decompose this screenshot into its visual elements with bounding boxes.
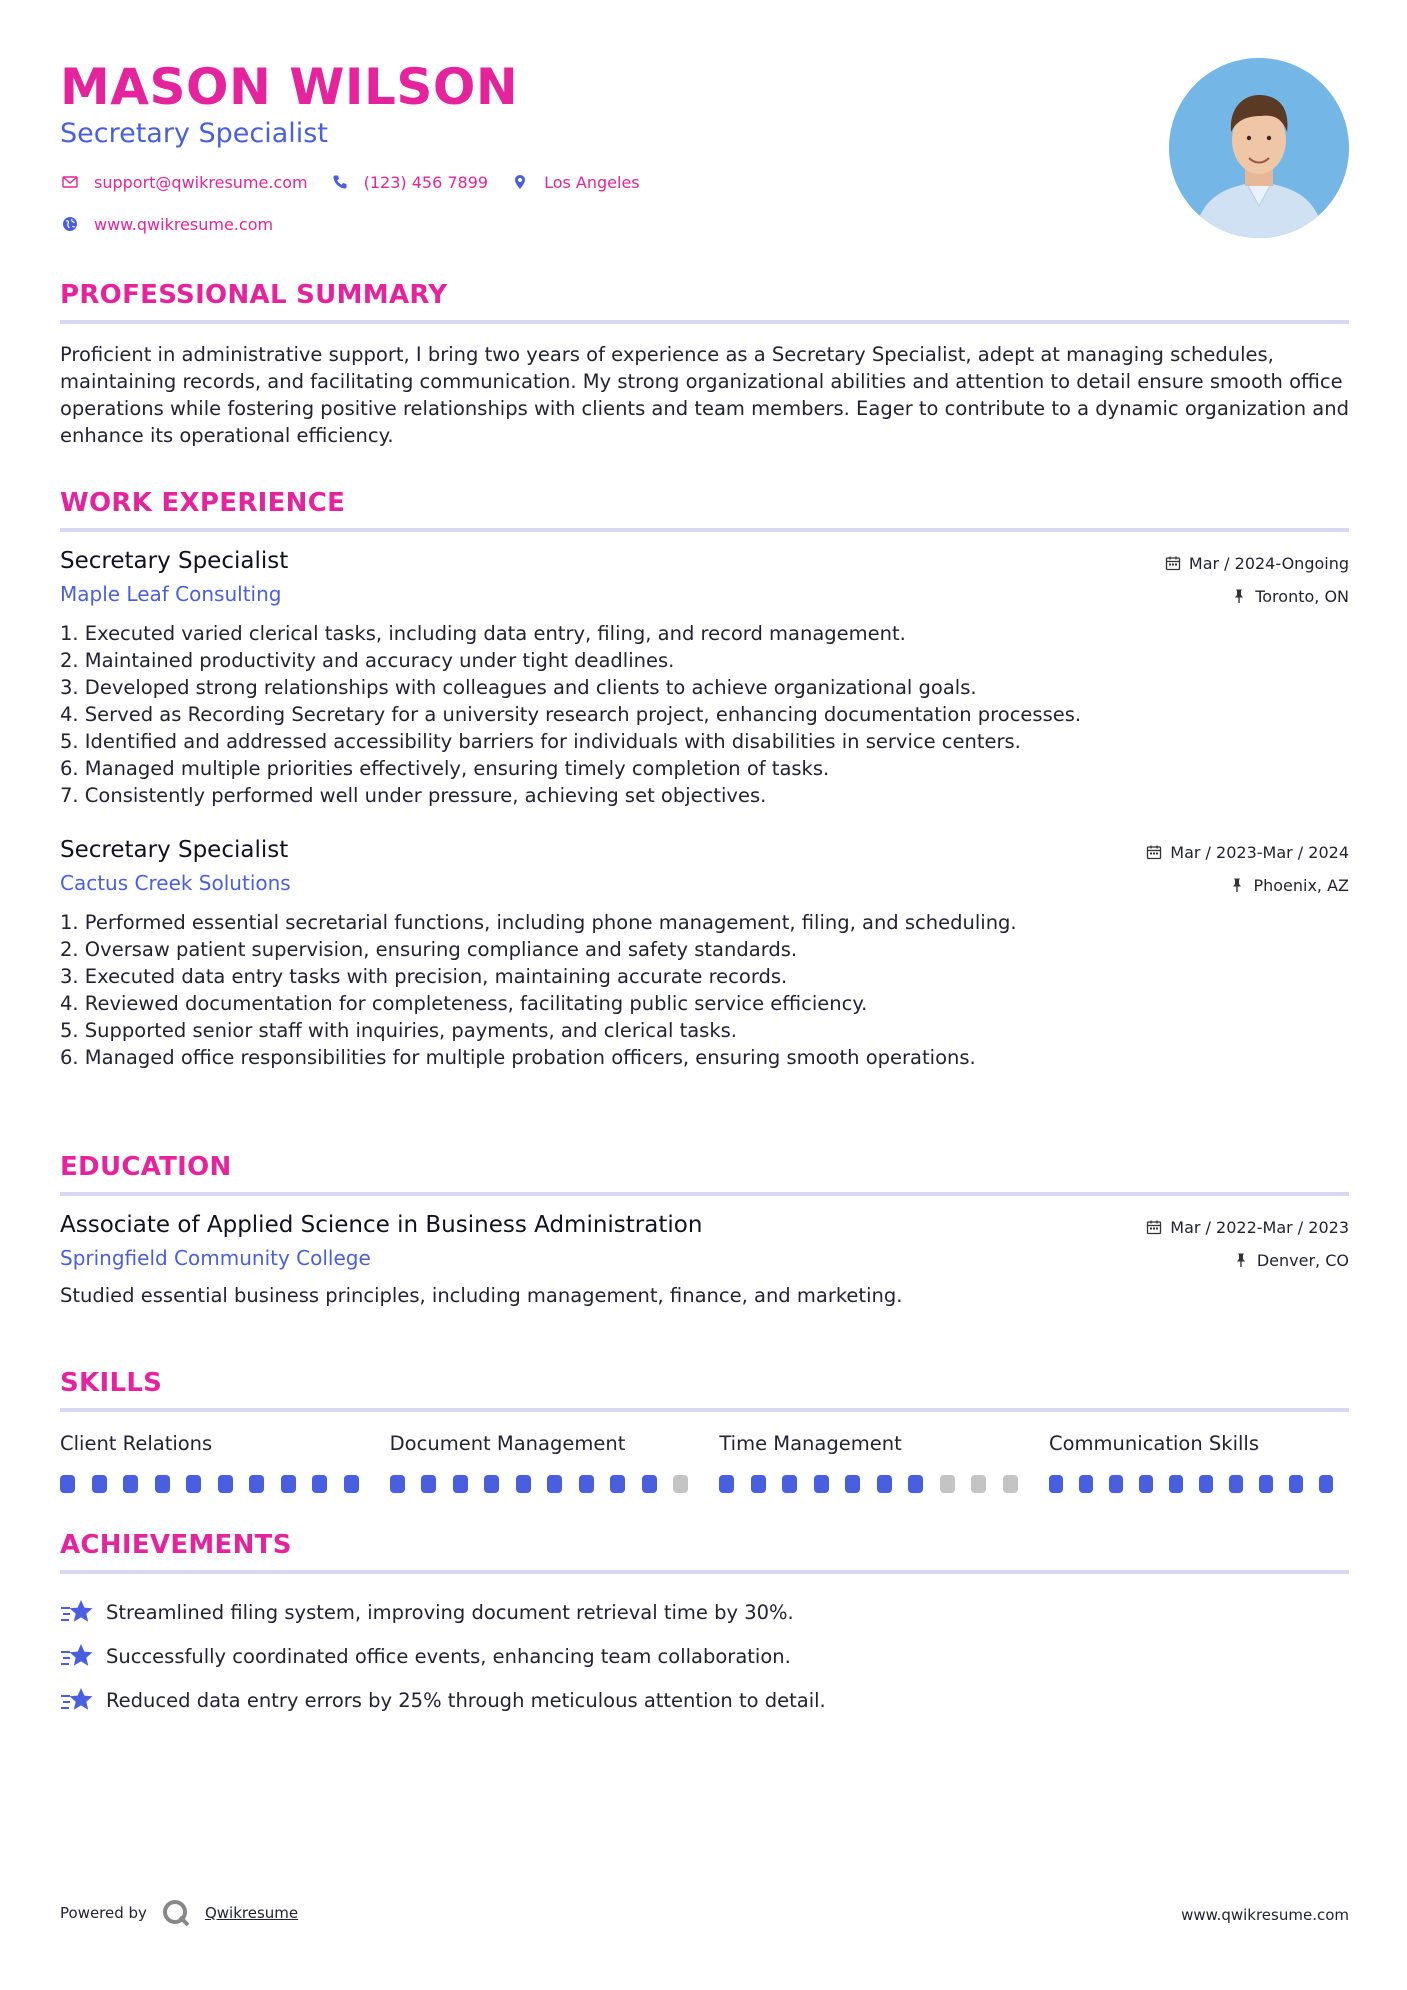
rating-dot-filled <box>1109 1475 1123 1493</box>
pushpin-icon <box>1231 588 1247 604</box>
skill-item <box>390 1432 720 1493</box>
skill-name: Document Management <box>389 1432 626 1455</box>
experience-entry <box>60 837 1349 1071</box>
skill-name: Communication Skills <box>1049 1432 1259 1455</box>
rating-dot-filled <box>1169 1475 1183 1493</box>
achievements-heading: ACHIEVEMENTS <box>60 1530 1349 1574</box>
skill-rating <box>60 1475 390 1493</box>
skills-heading: SKILLS <box>60 1368 1349 1412</box>
powered-by-label: Powered by <box>60 1904 147 1922</box>
phone-icon <box>330 172 350 192</box>
education-description: Studied essential business principles, including management, finance, and marketing. <box>60 1284 903 1307</box>
rating-dot-filled <box>1319 1475 1333 1493</box>
skills-section <box>60 1368 1349 1493</box>
brand-link[interactable]: Qwikresume <box>204 1904 299 1922</box>
skill-rating <box>719 1475 1049 1493</box>
rating-dot-filled <box>281 1475 296 1493</box>
list-item: 5. Supported senior staff with inquiries, payments, and clerical tasks. <box>60 1019 737 1042</box>
rating-dot-filled <box>218 1475 233 1493</box>
map-pin-icon <box>510 172 530 192</box>
contact-location <box>510 172 640 192</box>
education-heading: EDUCATION <box>60 1152 1349 1196</box>
list-item <box>60 1590 1349 1634</box>
skill-item <box>719 1432 1049 1493</box>
achievements-section <box>60 1530 1349 1722</box>
achievement-text: Reduced data entry errors by 25% through meticulous attention to detail. <box>106 1688 826 1712</box>
achievements-list <box>60 1590 1349 1722</box>
rating-dot-filled <box>344 1475 359 1493</box>
list-item: 5. Identified and addressed accessibility barriers for individuals with disabilities in service centers. <box>60 730 1021 753</box>
job-bullets <box>60 909 1349 1071</box>
profile-photo <box>1169 58 1349 238</box>
rating-dot-filled <box>1229 1475 1243 1493</box>
degree-title: Associate of Applied Science in Business Administration <box>60 1212 703 1238</box>
rating-dot-filled <box>751 1475 766 1493</box>
list-item: 2. Maintained productivity and accuracy under tight deadlines. <box>60 649 675 672</box>
calendar-icon <box>1146 1219 1162 1235</box>
job-location: Phoenix, AZ <box>1253 875 1349 895</box>
rating-dot-filled <box>845 1475 860 1493</box>
rating-dot-empty <box>673 1475 688 1493</box>
pushpin-icon <box>1229 877 1245 893</box>
skills-grid <box>60 1432 1349 1493</box>
rating-dot-empty <box>971 1475 986 1493</box>
pushpin-icon <box>1233 1252 1249 1268</box>
experience-section <box>60 488 1349 1071</box>
rating-dot-empty <box>940 1475 955 1493</box>
job-meta <box>1146 841 1349 896</box>
rating-dot-filled <box>1259 1475 1273 1493</box>
job-role: Secretary Specialist <box>60 548 289 574</box>
rating-dot-filled <box>547 1475 562 1493</box>
candidate-title: Secretary Specialist <box>60 118 328 149</box>
contact-phone[interactable] <box>330 172 488 192</box>
list-item: 4. Reviewed documentation for completeness, facilitating public service efficiency. <box>60 992 868 1015</box>
rating-dot-filled <box>908 1475 923 1493</box>
rating-dot-filled <box>484 1475 499 1493</box>
skill-item <box>60 1432 390 1493</box>
globe-icon <box>60 214 80 234</box>
rating-dot-filled <box>1289 1475 1303 1493</box>
education-section <box>60 1152 1349 1309</box>
list-item: 1. Executed varied clerical tasks, including data entry, filing, and record management. <box>60 622 906 645</box>
phone-text: (123) 456 7899 <box>363 172 489 192</box>
rating-dot-filled <box>92 1475 107 1493</box>
skill-rating <box>1049 1475 1349 1493</box>
rating-dot-filled <box>877 1475 892 1493</box>
contact-row <box>60 172 662 192</box>
summary-section <box>60 280 1349 449</box>
skill-rating <box>390 1475 720 1493</box>
contact-email[interactable] <box>60 172 308 192</box>
skill-name: Client Relations <box>60 1432 213 1455</box>
rating-dot-empty <box>1003 1475 1018 1493</box>
list-item <box>60 1634 1349 1678</box>
job-company[interactable]: Maple Leaf Consulting <box>60 582 282 606</box>
achievement-text: Streamlined filing system, improving document retrieval time by 30%. <box>106 1600 794 1624</box>
job-dates: Mar / 2023-Mar / 2024 <box>1170 842 1349 862</box>
list-item <box>60 1678 1349 1722</box>
education-dates: Mar / 2022-Mar / 2023 <box>1170 1217 1349 1237</box>
list-item: 2. Oversaw patient supervision, ensuring compliance and safety standards. <box>60 938 798 961</box>
list-item: 3. Executed data entry tasks with precision, maintaining accurate records. <box>60 965 788 988</box>
qwikresume-logo <box>161 1898 191 1928</box>
job-location: Toronto, ON <box>1255 586 1349 606</box>
contact-row-website <box>60 214 295 234</box>
list-item: 4. Served as Recording Secretary for a university research project, enhancing documentation processes. <box>60 703 1082 726</box>
website-text: www.qwikresume.com <box>94 214 274 234</box>
list-item: 6. Managed office responsibilities for multiple probation officers, ensuring smooth operations. <box>60 1046 976 1069</box>
rating-dot-filled <box>1199 1475 1213 1493</box>
summary-text: Proficient in administrative support, I bring two years of experience as a Secretary Specialist, adept at managing schedules, maintaining records, and facilitating communication. My strong organizational abilities and attention to detail ensure smooth office operations while fostering positive relationships with clients and team members. Eager to contribute to a dynamic organization and enhance its operational efficiency. <box>60 343 1349 447</box>
school-name[interactable]: Springfield Community College <box>60 1246 371 1270</box>
list-item: 1. Performed essential secretarial functions, including phone management, filing, and scheduling. <box>60 911 1017 934</box>
job-role: Secretary Specialist <box>60 837 289 863</box>
rating-dot-filled <box>579 1475 594 1493</box>
education-entry <box>60 1212 1349 1309</box>
rating-dot-filled <box>516 1475 531 1493</box>
rating-dot-filled <box>312 1475 327 1493</box>
rating-dot-filled <box>421 1475 436 1493</box>
rating-dot-filled <box>1139 1475 1153 1493</box>
rating-dot-filled <box>642 1475 657 1493</box>
star-icon <box>60 1685 94 1715</box>
rating-dot-filled <box>453 1475 468 1493</box>
summary-heading: PROFESSIONAL SUMMARY <box>60 280 1349 324</box>
skill-name: Time Management <box>719 1432 902 1455</box>
footer-powered-by <box>60 1898 298 1928</box>
list-item: 7. Consistently performed well under pressure, achieving set objectives. <box>60 784 767 807</box>
location-text: Los Angeles <box>544 172 640 192</box>
footer-website[interactable]: www.qwikresume.com <box>1181 1906 1349 1924</box>
rating-dot-filled <box>123 1475 138 1493</box>
email-text: support@qwikresume.com <box>94 172 308 192</box>
rating-dot-filled <box>390 1475 405 1493</box>
job-company[interactable]: Cactus Creek Solutions <box>60 871 291 895</box>
contact-website[interactable] <box>60 214 273 234</box>
job-bullets <box>60 620 1349 809</box>
star-icon <box>60 1597 94 1627</box>
experience-entry <box>60 548 1349 809</box>
job-meta <box>1165 552 1349 607</box>
list-item: 6. Managed multiple priorities effectively, ensuring timely completion of tasks. <box>60 757 830 780</box>
rating-dot-filled <box>814 1475 829 1493</box>
rating-dot-filled <box>186 1475 201 1493</box>
rating-dot-filled <box>60 1475 75 1493</box>
list-item: 3. Developed strong relationships with colleagues and clients to achieve organizational goals. <box>60 676 977 699</box>
candidate-name: MASON WILSON <box>60 58 519 116</box>
job-dates: Mar / 2024-Ongoing <box>1188 553 1349 573</box>
rating-dot-filled <box>155 1475 170 1493</box>
rating-dot-filled <box>782 1475 797 1493</box>
skill-item <box>1049 1432 1349 1493</box>
experience-heading: WORK EXPERIENCE <box>60 488 1349 532</box>
achievement-text: Successfully coordinated office events, enhancing team collaboration. <box>106 1644 791 1668</box>
star-icon <box>60 1641 94 1671</box>
education-location: Denver, CO <box>1256 1250 1349 1270</box>
rating-dot-filled <box>1049 1475 1063 1493</box>
rating-dot-filled <box>249 1475 264 1493</box>
calendar-icon <box>1165 555 1181 571</box>
rating-dot-filled <box>719 1475 734 1493</box>
envelope-icon <box>60 172 80 192</box>
calendar-icon <box>1146 844 1162 860</box>
rating-dot-filled <box>610 1475 625 1493</box>
education-meta <box>1146 1216 1349 1271</box>
rating-dot-filled <box>1079 1475 1093 1493</box>
